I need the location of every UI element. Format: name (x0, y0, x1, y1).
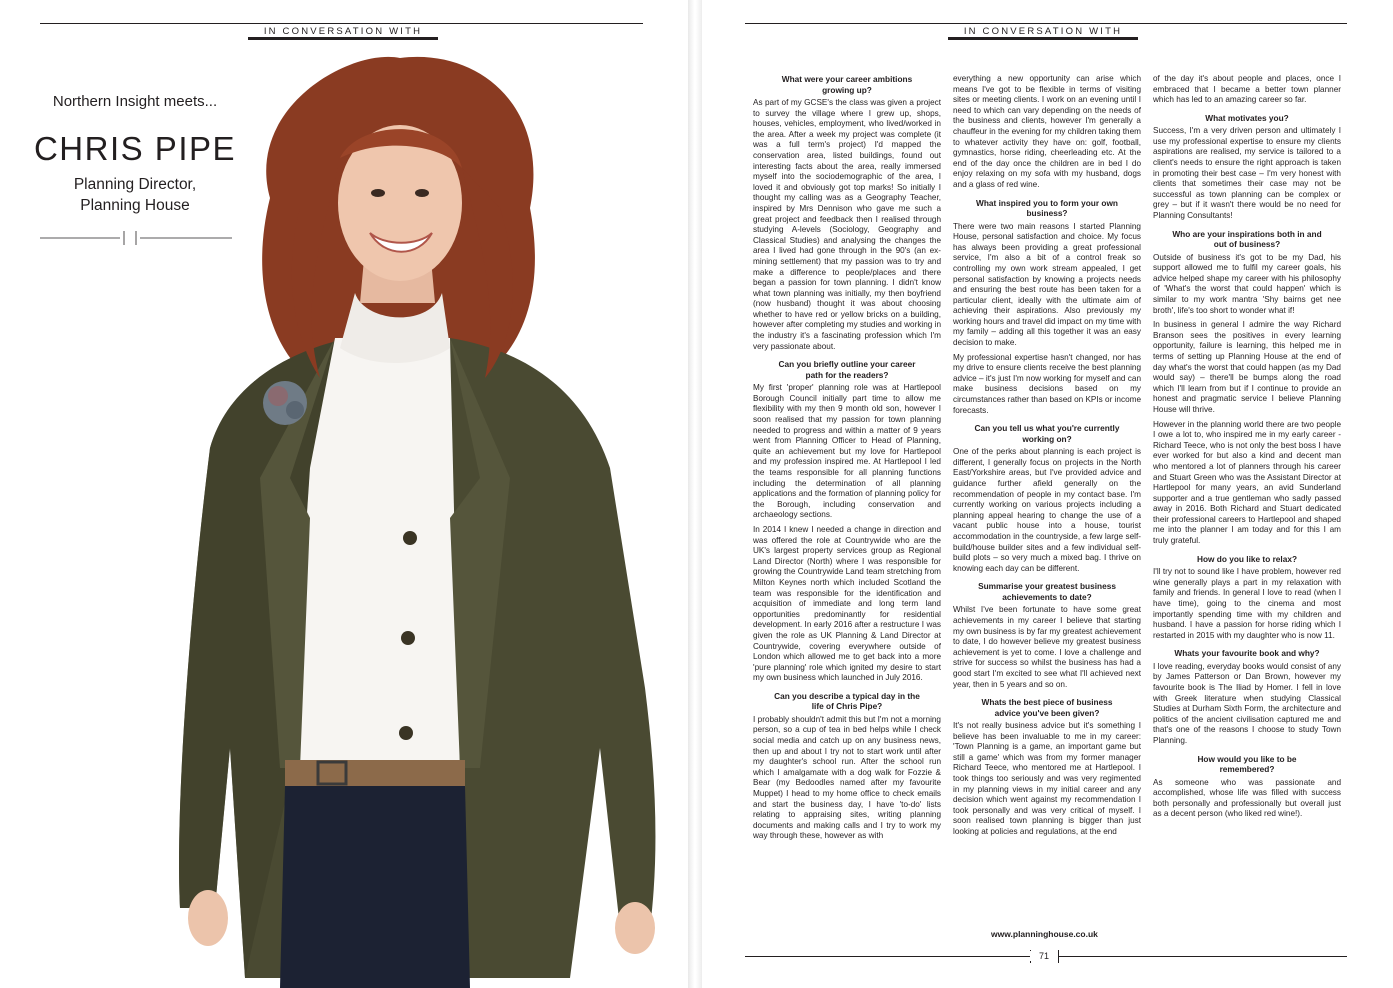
continued-paragraph: everything a new opportunity can arise which means I've got to be flexible in terms of visiting sites or meeting clients. I work on an evening until I need to which can vary depending on the needs of the business and clients, however I'm generally a chauffeur in the evening for my children taking them to whatever activity they have on: golf, football, gymnastics, horse riding, cheerleading etc. At the end of the day once the children are in bed I do enjoy relaxing on my sofa with my husband, dogs and a glass of red wine. (953, 74, 1141, 189)
left-page (0, 0, 690, 988)
continued-paragraph: of the day it's about people and places, once I embraced that I became a better town planner which has led to an amazing career so far. (1153, 74, 1341, 105)
interviewee-name: CHRIS PIPE (33, 130, 237, 167)
section-tag-right: IN CONVERSATION WITH (948, 25, 1138, 40)
answer-paragraph: My professional expertise hasn't changed, nor has my drive to ensure clients receive the best planning advice – it's just I'm now working for myself and can make business decisions based on my circumstances rather than based on KPIs or income forecasts. (953, 352, 1141, 415)
question-heading: Whats the best piece of business advice you've been given? (981, 697, 1113, 718)
answer-paragraph: I'll try not to sound like I have problem, however red wine generally plays a part in my relaxation with family and friends. In general I love to read (when I have time), going to the cinema and most importantly spending time with my children and husband. I have a passion for horse riding which I restarted in 2015 with my daughter who is now 11. (1153, 567, 1341, 640)
answer-paragraph: I love reading, everyday books would consist of any by James Patterson or Dan Brown, however my favourite book is The Iliad by Homer. I fell in love with Greek literature when studying Classical Studies at Durham Sixth Form, the architecture and politics of the ancient civilisation captured me and that's one of the reasons I choose to study Town Planning. (1153, 661, 1341, 745)
header-rule-left (40, 23, 643, 24)
interviewee-role (40, 174, 230, 216)
answer-paragraph: As part of my GCSE's the class was given a project to survey the village where I grew up, shops, houses, vehicles, employment, who lived/worked in the area. After a week my project was complete (it was a full term's project) I'd mapped the conservation area, listed buildings, found out interesting facts about the area, really immersed myself into the sociodemographic of the area, I loved it and obviously got top marks! So initially I thought my calling was as a Geography Teacher, inspired by Mrs Dennison who gave me such a great project and feedback then I realised through studying A-levels (Sociology, Geography and Classical Studies) and analysing the changes the area I lived had gone through in the 90's (an ex-mining settlement) that my passion was to try and make a difference to people/places and there began a passion for town planning. I didn't know what town planning was initially, my then boyfriend (now husband) thought it was about choosing whether to have red or yellow bricks on a building, however after completing my studies and working in the industry it's a fascinating profession which I'm very passionate about. (753, 98, 941, 351)
divider-ornament (40, 228, 232, 248)
question-heading: What motivates you? (1205, 112, 1289, 123)
question-heading: How do you like to relax? (1196, 553, 1298, 564)
answer-paragraph: Outside of business it's got to be my Dad, his support allowed me to fulfil my career goals, his advice helped shape my career with his philosophy of 'What's the worst that could happen' which is similar to my work mantra 'Shy bairns get nee broth', life's too short to wonder what if! (1153, 252, 1341, 315)
answer-paragraph: I probably shouldn't admit this but I'm not a morning person, so a cup of tea in bed helps while I check social media and catch up on any business news, then up and about I try not to start work until after my daughter's school run. After the school run which I amalgamate with a dog walk for Fozzie & Bear (my Bedoodles named after my favourite Muppet) I head to my home office to check emails and start the business day, I have 'to-do' lists relating to appraising sites, writing planning documents and making calls and I try to work my way through these, however as with (753, 714, 941, 841)
answer-paragraph: One of the perks about planning is each project is different, I generally focus on projects in the North East/Yorkshire areas, but I've provided advice and guidance further afield generally on the recommendation of people in my contact base. I'm currently working on various projects including a planning appeal hearing to change the use of a vacant public house into a house, tourist accommodation in the countryside, a few large self-build/house builder sites and a few individual self-build plots – so very much a mixed bag. I thrive on knowing each day can be different. (953, 447, 1141, 573)
header-rule-right (745, 23, 1347, 24)
question-heading: Can you describe a typical day in the life of Chris Pipe? (774, 690, 920, 712)
role-line-1: Planning Director, (73, 176, 197, 193)
role-line-2: Planning House (80, 197, 190, 214)
answer-paragraph: Success, I'm a very driven person and ultimately I use my professional expertise to ensure my clients aspirations are realised, my service is tailored to a client's needs to ensure the right approach is taken in promoting their best case – I'm very honest with clients that sometimes their case may not be successful as town planning can be complex or grey – but if it wasn't there would be no need for Planning Consultants! (1153, 126, 1341, 221)
answer-paragraph: In 2014 I knew I needed a change in direction and was offered the role at Countrywide who are the UK's largest property services group as Regional Land Director (North) where I was responsible for growing the Countrywide Land team stretching from Milton Keynes north which included Scotland the team was responsible for the identification and acquisition of immediate and long term land opportunities predominantly for residential development. In early 2016 after a restructure I was given the role as UK Planning & Land Director at Countrywide, covering everywhere outside of London which allowed me to get back into a more 'pure planning' role which ignited my desire to start my own business which launched in July 2016. (753, 524, 941, 683)
question-heading: How would you like to be remembered? (1197, 753, 1297, 775)
answer-paragraph: In business in general I admire the way Richard Branson sees the positives in every learning opportunity, failure is learning, this helped me in terms of setting up Planning House at the end of day what's the worst that could happen (as my Dad would say) – there'll be bumps along the road which I'll learn from but if I continue to provide an honest and pragmatic service I believe Planning House will thrive. (1153, 320, 1341, 414)
page-spine (688, 0, 702, 988)
question-heading: Can you tell us what you're currently working on? (974, 423, 1120, 444)
answer-paragraph: My first 'proper' planning role was at Hartlepool Borough Council initially part time to allow me flexibility with my then 9 month old son, however I soon realised that my passion for town planning needed to progress and within a matter of 9 years went from Planning Officer to Head of Planning, quite an achievement but my love for Hartlepool and my profession inspired me. At Hartlepool I led the teams responsible for all planning functions including the determination of all planning applications and the formation of planning policy for the Borough, including conservation and archaeology sections. (753, 383, 941, 520)
question-heading: Summarise your greatest business achievements to date? (978, 581, 1116, 602)
kicker: Northern Insight meets... (52, 93, 218, 110)
article-column-3 (1153, 74, 1341, 936)
question-heading: What inspired you to form your own business? (976, 197, 1118, 219)
answer-paragraph: As someone who was passionate and accomplished, whose life was filled with success both personally and professionally but overall just as a decent person (who liked red wine!). (1153, 777, 1341, 819)
answer-paragraph: However in the planning world there are two people I owe a lot to, who inspired me in my early career - Richard Teece, who is not only the best boss I have ever worked for but also a kind and decent man who mentored a lot of planners through his career and Stuart Green who was the Assistant Director at Hartlepool for many years, an avid Sunderland supporter and a true gentleman who sadly passed away in 2016. Both Richard and Stuart dedicated their professional careers to Hartlepool and shaped me into the planner I am today and for this I am truly grateful. (1153, 419, 1341, 546)
page-number-tick-right (1058, 950, 1059, 963)
answer-paragraph: Whilst I've been fortunate to have some great achievements in my career I believe that starting my own business is by far my greatest achievement to date, I do however believe my greatest business achievement is yet to come. I love a challenge and strive for success so whilst the business has had a good start I'm excited to see what I'll achieved next year, then in 5 years and so on. (953, 605, 1141, 689)
article-column-1 (753, 74, 941, 936)
section-tag-left: IN CONVERSATION WITH (248, 25, 438, 40)
portrait-photo (150, 48, 690, 988)
answer-paragraph: There were two main reasons I started Planning House, personal satisfaction and choice. My focus has always been providing a great professional service, I'm also a bit of a control freak so controlling my own work stream appealed, I get personal satisfaction by knowing a projects needs and ensuring the best route has been taken for a particular client, ideally with the ultimate aim of achieving their aspirations. Also previously my working hours and travel did impact on my time with my family – adding all this together it was an easy decision to make. (953, 221, 1141, 348)
question-heading: Whats your favourite book and why? (1174, 648, 1320, 659)
website-url: www.planninghouse.co.uk (991, 929, 1098, 939)
article-column-2 (953, 74, 1141, 936)
page-number: 71 (1030, 951, 1058, 961)
answer-paragraph: It's not really business advice but it's something I believe has been invaluable to me in my career: 'Town Planning is a game, an important game but still a game' which was from my former manager Richard Teece, who mentored me at Hartlepool. I took things too seriously and was very regimented in my planning views in my initial career and any decision which went against my recommendation I took personally and was very critical of myself. I soon realised town planning is bigger than just looking at policies and regulations, at the end (953, 721, 1141, 837)
question-heading: Can you briefly outline your career path for the readers? (778, 359, 916, 380)
question-heading: Who are your inspirations both in and out of business? (1172, 228, 1322, 250)
question-heading: What were your career ambitions growing up? (781, 74, 913, 95)
